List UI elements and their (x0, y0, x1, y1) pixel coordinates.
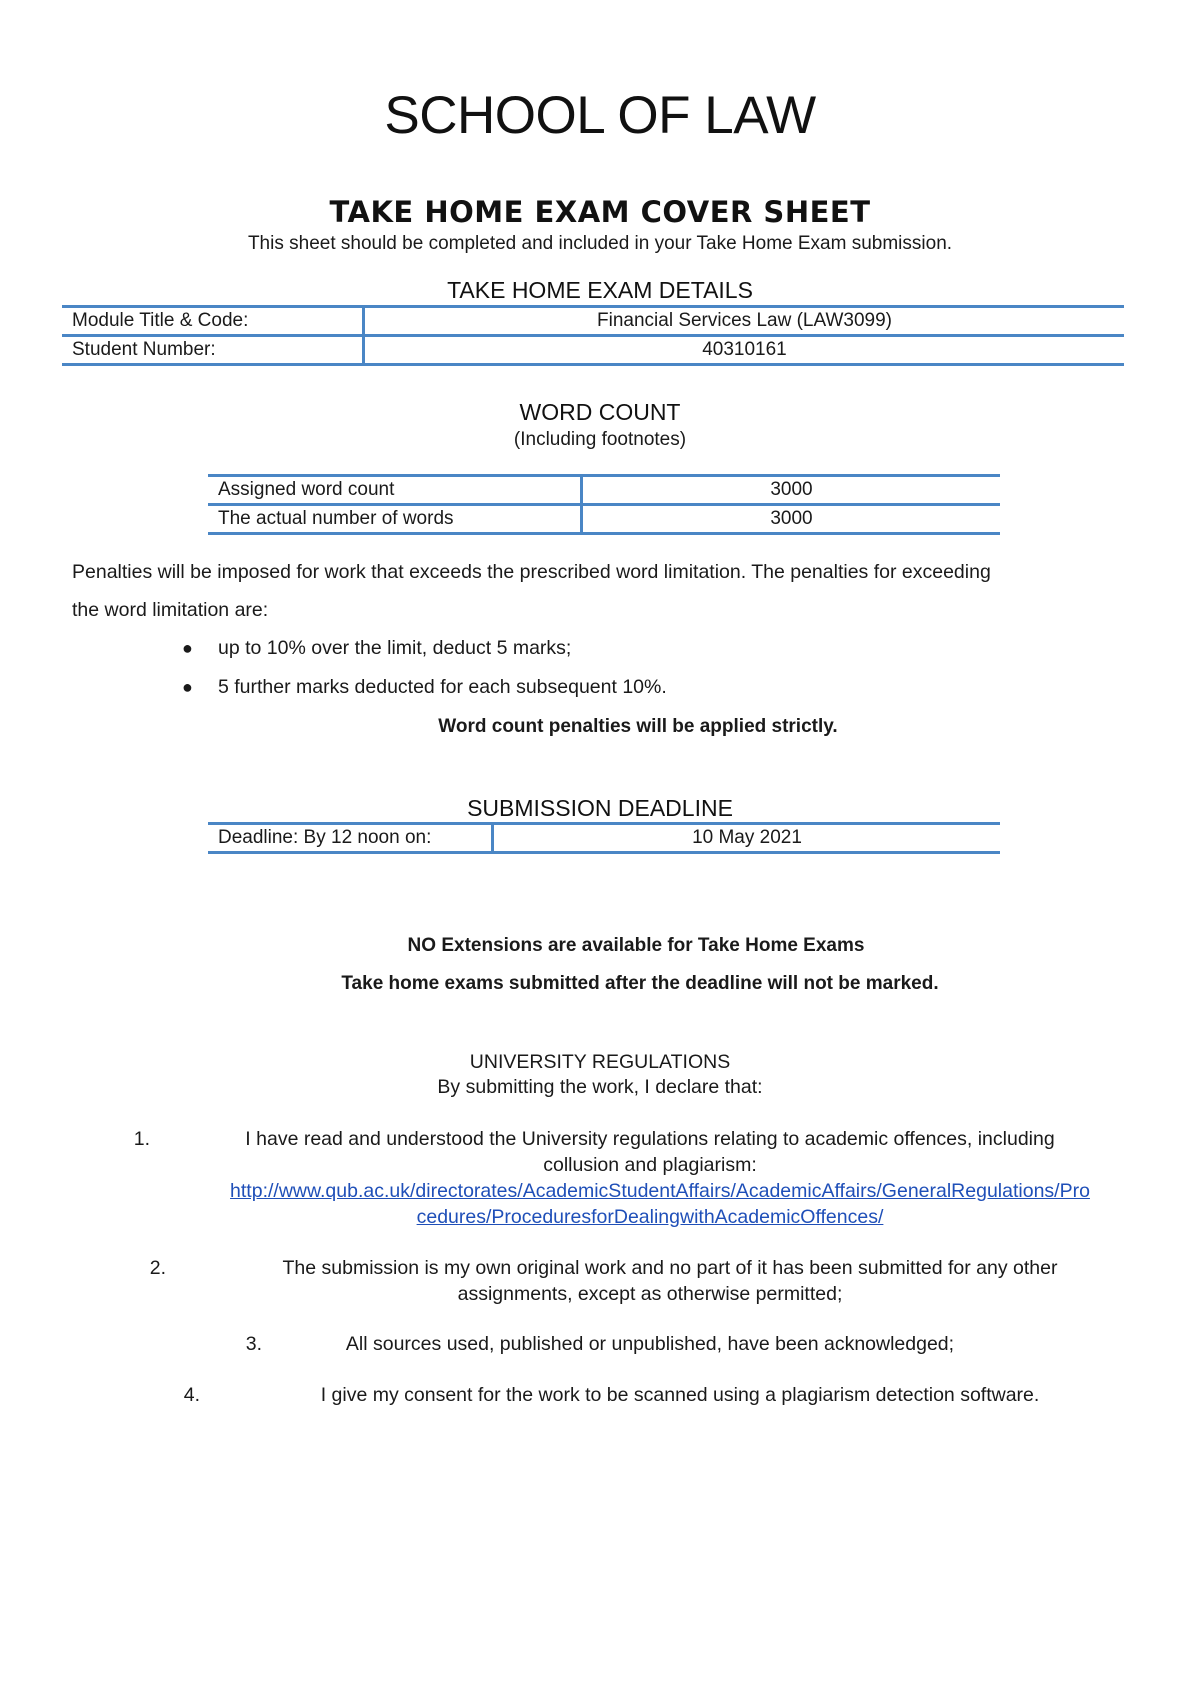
list-item (182, 634, 572, 662)
item-text: The submission is my own original work and no part of it has been submitted for any other (282, 1257, 1058, 1279)
penalties-paragraph-line1: Penalties will be imposed for work that exceeds the prescribed word limitation. The penalties for exceeding (72, 561, 991, 583)
cover-sheet-instructions: This sheet should be completed and included in your Take Home Exam submission. (247, 233, 953, 254)
submission-deadline-heading: SUBMISSION DEADLINE (467, 795, 733, 821)
exam-details-heading: TAKE HOME EXAM DETAILS (447, 277, 753, 303)
bullet-icon: ● (182, 638, 193, 658)
deadline-date: 10 May 2021 (493, 824, 1001, 853)
penalties-paragraph-line2: the word limitation are: (72, 599, 269, 621)
student-number-value: 40310161 (364, 336, 1125, 365)
no-extensions-notice: NO Extensions are available for Take Home Exams (407, 935, 865, 956)
item-text: All sources used, published or unpublished, have been acknowledged; (345, 1333, 955, 1355)
list-item (182, 673, 667, 701)
regulations-link[interactable]: cedures/ProceduresforDealingwithAcademicOffences/ (416, 1206, 884, 1228)
strict-penalty-note: Word count penalties will be applied strictly. (438, 716, 838, 737)
table-row (208, 505, 1000, 534)
school-title: SCHOOL OF LAW (384, 86, 816, 145)
cover-sheet-title: TAKE HOME EXAM COVER SHEET (329, 195, 871, 229)
table-row (62, 336, 1124, 365)
student-number-label: Student Number: (62, 336, 364, 365)
regulations-heading: UNIVERSITY REGULATIONS (469, 1051, 731, 1073)
item-number: 3. (245, 1333, 262, 1355)
item-number: 1. (133, 1128, 150, 1150)
actual-word-count-value: 3000 (582, 505, 1001, 534)
module-title-value: Financial Services Law (LAW3099) (364, 307, 1125, 336)
penalty-bullet-text: 5 further marks deducted for each subsequent 10%. (218, 676, 667, 698)
bullet-icon: ● (182, 677, 193, 697)
module-title-label: Module Title & Code: (62, 307, 364, 336)
table-row (208, 476, 1000, 505)
word-count-heading: WORD COUNT (519, 399, 681, 425)
word-count-note: (Including footnotes) (513, 429, 687, 450)
assigned-word-count-label: Assigned word count (208, 476, 582, 505)
item-text: I give my consent for the work to be scanned using a plagiarism detection software. (320, 1384, 1040, 1406)
late-submission-notice: Take home exams submitted after the deadline will not be marked. (341, 973, 939, 994)
item-number: 2. (149, 1257, 166, 1279)
regulations-link[interactable]: http://www.qub.ac.uk/directorates/AcademicStudentAffairs/AcademicAffairs/GeneralRegulations/Pro (230, 1180, 1090, 1202)
table-row (62, 307, 1124, 336)
regulations-intro: By submitting the work, I declare that: (437, 1076, 763, 1098)
item-number: 4. (183, 1384, 200, 1406)
deadline-label: Deadline: By 12 noon on: (208, 824, 493, 853)
word-count-table (208, 474, 1000, 535)
assigned-word-count-value: 3000 (582, 476, 1001, 505)
deadline-table (208, 822, 1000, 854)
item-text: I have read and understood the University regulations relating to academic offences, including (245, 1128, 1055, 1150)
penalty-bullet-text: up to 10% over the limit, deduct 5 marks; (218, 637, 572, 659)
item-text: collusion and plagiarism: (543, 1154, 757, 1176)
actual-word-count-label: The actual number of words (208, 505, 582, 534)
item-text: assignments, except as otherwise permitted; (457, 1283, 843, 1305)
table-row (208, 824, 1000, 853)
exam-details-table (62, 305, 1124, 366)
